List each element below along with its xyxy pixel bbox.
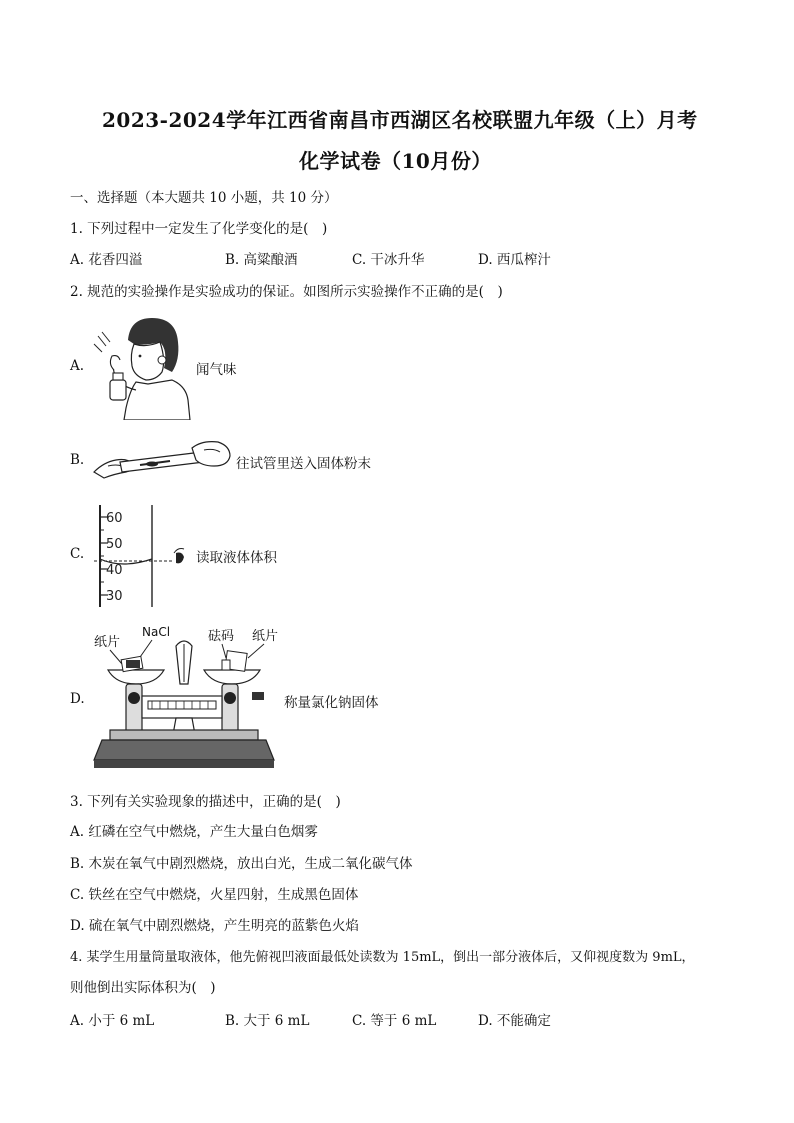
q3-option-c: C. 铁丝在空气中燃烧，火星四射，生成黑色固体 xyxy=(70,887,359,903)
q2-option-d-caption: 称量氯化钠固体 xyxy=(284,695,379,711)
q3-option-b: B. 木炭在氧气中剧烈燃烧，放出白光，生成二氧化碳气体 xyxy=(70,856,413,872)
scale-label-30: 30 xyxy=(106,589,123,604)
q4-option-d: D. 不能确定 xyxy=(478,1013,551,1029)
question-4-stem-line1: 4. 某学生用量筒量取液体，他先俯视凹液面最低处读数为 15mL，倒出一部分液体后，又仰视度数为 9mL， xyxy=(70,950,695,965)
q3-option-d: D. 硫在氧气中剧烈燃烧，产生明亮的蓝紫色火焰 xyxy=(70,918,359,934)
scale-label-40: 40 xyxy=(106,563,123,578)
balance-illustration xyxy=(88,622,284,774)
q4-option-c: C. 等于 6 mL xyxy=(352,1013,437,1029)
q2-option-b-caption: 往试管里送入固体粉末 xyxy=(236,456,371,472)
question-1-stem: 1. 下列过程中一定发生了化学变化的是( ) xyxy=(70,221,328,237)
scale-label-50: 50 xyxy=(106,537,123,552)
section-header: 一、选择题（本大题共 10 小题，共 10 分） xyxy=(70,190,338,206)
question-2-stem: 2. 规范的实验操作是实验成功的保证。如图所示实验操作不正确的是( ) xyxy=(70,284,503,300)
test-tube-powder-illustration xyxy=(90,436,235,484)
label-weights: 砝码 xyxy=(208,629,235,644)
label-paper-right: 纸片 xyxy=(252,629,279,644)
q4-option-b: B. 大于 6 mL xyxy=(225,1013,310,1029)
q1-option-a: A. 花香四溢 xyxy=(70,252,143,268)
cylinder-reading-illustration xyxy=(92,503,196,609)
question-4-stem-line2: 则他倒出实际体积为( ) xyxy=(70,980,216,996)
q4-option-a: A. 小于 6 mL xyxy=(70,1013,155,1029)
scale-label-60: 60 xyxy=(106,511,123,526)
q2-option-d-letter: D. xyxy=(70,691,85,707)
q1-option-b: B. 高粱酿酒 xyxy=(225,252,298,268)
q2-option-c-letter: C. xyxy=(70,546,85,562)
label-paper-left: 纸片 xyxy=(94,635,121,650)
q2-option-a-caption: 闻气味 xyxy=(196,362,237,378)
smelling-illustration xyxy=(90,310,195,420)
paper-title-line2: 化学试卷（10月份） xyxy=(299,149,492,173)
q1-option-c: C. 干冰升华 xyxy=(352,252,425,268)
q3-option-a: A. 红磷在空气中燃烧，产生大量白色烟雾 xyxy=(70,824,318,840)
label-nacl: NaCl xyxy=(142,625,171,639)
question-3-stem: 3. 下列有关实验现象的描述中，正确的是( ) xyxy=(70,794,341,810)
q2-option-b-letter: B. xyxy=(70,452,85,468)
q2-option-a-letter: A. xyxy=(70,358,85,374)
paper-title-line1: 2023-2024学年江西省南昌市西湖区名校联盟九年级（上）月考 xyxy=(102,108,698,132)
q1-option-d: D. 西瓜榨汁 xyxy=(478,252,551,268)
q2-option-c-caption: 读取液体体积 xyxy=(196,550,277,566)
